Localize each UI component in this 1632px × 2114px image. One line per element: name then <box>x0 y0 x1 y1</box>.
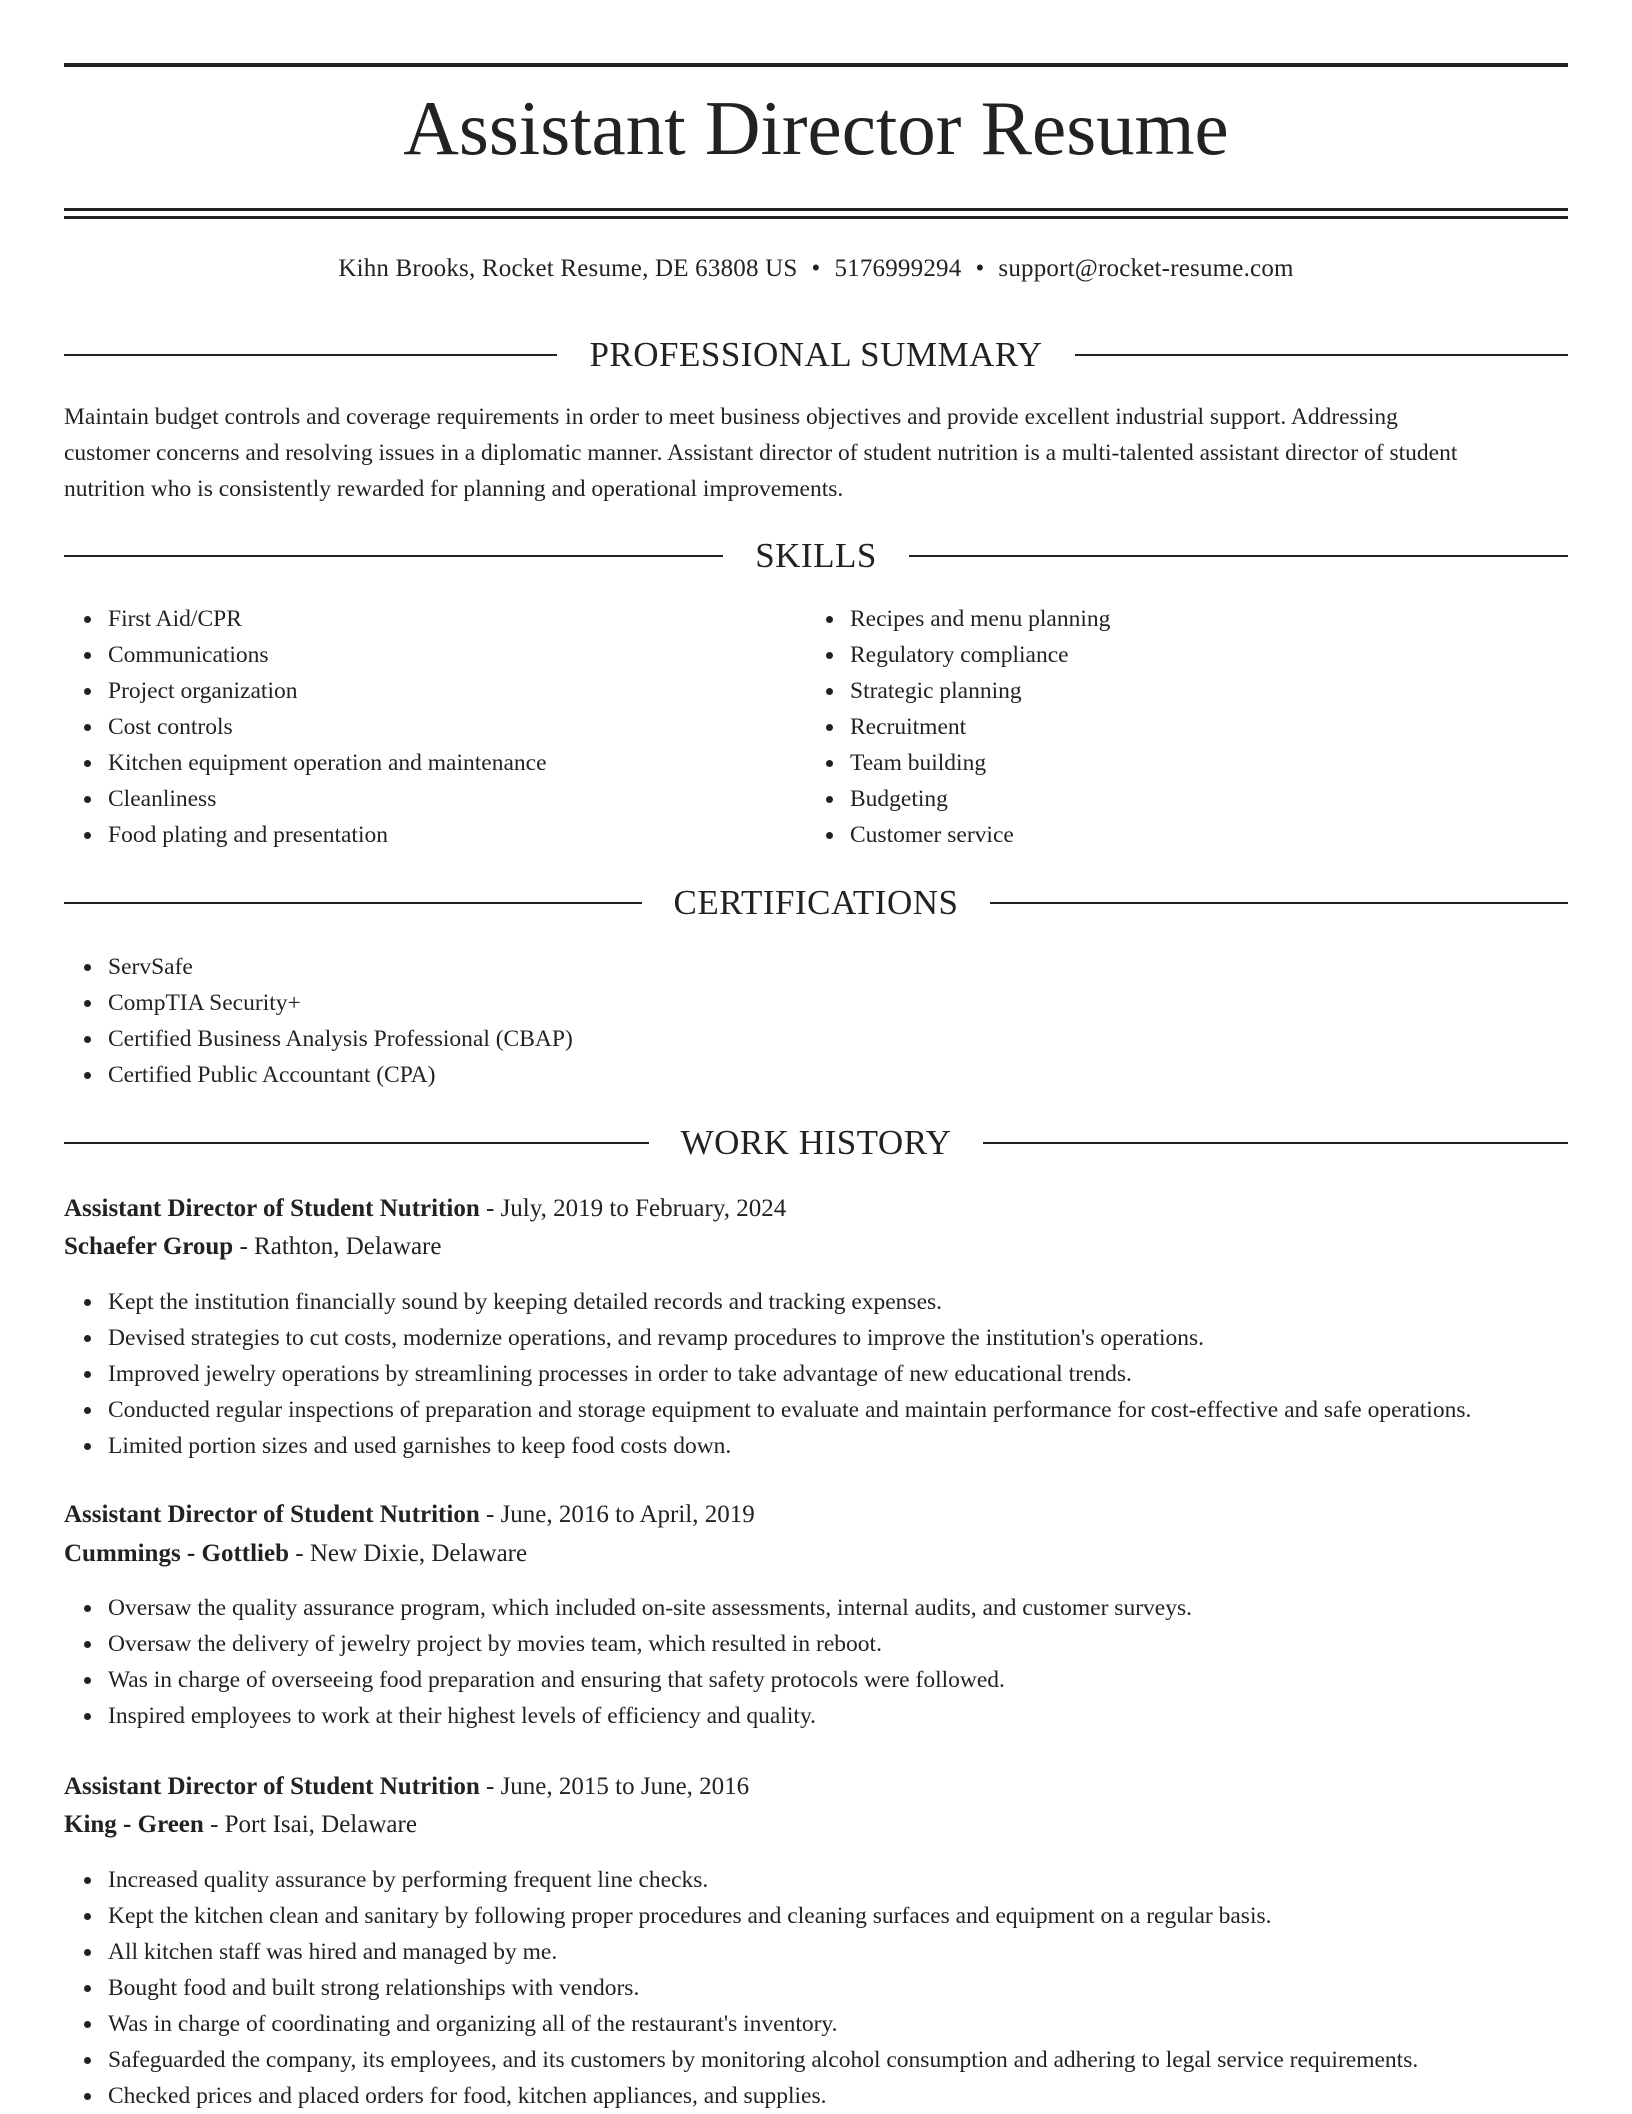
certification-item: CompTIA Security+ <box>108 985 573 1021</box>
job-company: Schaefer Group <box>64 1233 234 1260</box>
certification-item: Certified Public Accountant (CPA) <box>108 1057 573 1093</box>
job-bullet: Kept the institution financially sound by keeping detailed records and tracking expenses. <box>108 1284 1471 1320</box>
job-location: - Rathton, Delaware <box>233 1233 442 1260</box>
job-dates: - June, 2015 to June, 2016 <box>479 1773 750 1800</box>
job-company: King - Green <box>64 1811 204 1838</box>
contact-phone: 5176999294 <box>834 255 962 282</box>
summary-heading-label: PROFESSIONAL SUMMARY <box>589 335 1043 374</box>
job-title: Assistant Director of Student Nutrition <box>64 1501 480 1528</box>
skill-item: Customer service <box>850 817 1110 853</box>
job-bullet: Checked prices and placed orders for food, kitchen appliances, and supplies. <box>108 2078 1418 2114</box>
job-location: - New Dixie, Delaware <box>289 1540 528 1567</box>
contact-line <box>0 255 1632 283</box>
skill-item: Cost controls <box>108 709 547 745</box>
contact-separator: • <box>811 255 821 282</box>
skill-item: Project organization <box>108 673 547 709</box>
job-bullet: All kitchen staff was hired and managed by me. <box>108 1934 1418 1970</box>
job-bullet: Kept the kitchen clean and sanitary by following proper procedures and cleaning surfaces and equipment on a regular basis. <box>108 1898 1418 1934</box>
job-bullet: Conducted regular inspections of preparation and storage equipment to evaluate and maintain performance for cost-effective and safe operations. <box>108 1392 1471 1428</box>
work-heading <box>64 1123 1568 1163</box>
skills-heading-label: SKILLS <box>755 536 877 575</box>
contact-address: Kihn Brooks, Rocket Resume, DE 63808 US <box>338 255 798 282</box>
certification-item: Certified Business Analysis Professional (CBAP) <box>108 1021 573 1057</box>
skill-item: Recruitment <box>850 709 1110 745</box>
job-bullet: Safeguarded the company, its employees, and its customers by monitoring alcohol consumption and adhering to legal service requirements. <box>108 2042 1418 2078</box>
job-company: Cummings - Gottlieb <box>64 1540 289 1567</box>
job-location: - Port Isai, Delaware <box>203 1811 417 1838</box>
heading-rule <box>64 555 723 557</box>
certifications-heading-label: CERTIFICATIONS <box>673 883 959 922</box>
job-bullet: Increased quality assurance by performing frequent line checks. <box>108 1862 1418 1898</box>
resume-title: Assistant Director Resume <box>403 85 1229 171</box>
job-dates: - July, 2019 to February, 2024 <box>479 1195 787 1222</box>
job-company-line <box>64 1807 417 1843</box>
job-bullet: Devised strategies to cut costs, modernize operations, and revamp procedures to improve the institution's operations. <box>108 1320 1471 1356</box>
summary-line: Maintain budget controls and coverage requirements in order to meet business objectives and provide excellent industrial support. Addressing <box>64 404 1398 430</box>
job-title: Assistant Director of Student Nutrition <box>64 1773 480 1800</box>
job-bullets <box>64 1590 1192 1734</box>
skill-item: Recipes and menu planning <box>850 601 1110 637</box>
heading-rule <box>1075 354 1568 356</box>
contact-email[interactable]: support@rocket-resume.com <box>998 255 1294 282</box>
skills-heading <box>64 536 1568 576</box>
job-bullet: Was in charge of overseeing food preparation and ensuring that safety protocols were followed. <box>108 1662 1192 1698</box>
job-bullet: Inspired employees to work at their highest levels of efficiency and quality. <box>108 1698 1192 1734</box>
skill-item: First Aid/CPR <box>108 601 547 637</box>
heading-rule <box>983 1142 1568 1144</box>
job-bullet: Oversaw the delivery of jewelry project by movies team, which resulted in reboot. <box>108 1626 1192 1662</box>
job-bullet: Was in charge of coordinating and organizing all of the restaurant's inventory. <box>108 2006 1418 2042</box>
heading-rule <box>909 555 1568 557</box>
title-rule-lower <box>64 216 1568 219</box>
job-bullet: Oversaw the quality assurance program, which included on-site assessments, internal audits, and customer surveys. <box>108 1590 1192 1626</box>
skill-item: Kitchen equipment operation and maintenance <box>108 745 547 781</box>
certifications-heading <box>64 883 1568 923</box>
skill-item: Team building <box>850 745 1110 781</box>
job-title: Assistant Director of Student Nutrition <box>64 1195 480 1222</box>
job-bullets <box>64 1862 1418 2114</box>
skill-item: Communications <box>108 637 547 673</box>
heading-rule <box>64 902 642 904</box>
contact-separator: • <box>975 255 985 282</box>
summary-text <box>64 399 1568 507</box>
work-heading-label: WORK HISTORY <box>680 1123 952 1162</box>
title-rule-upper <box>64 208 1568 211</box>
certification-item: ServSafe <box>108 949 573 985</box>
certifications-list <box>64 949 573 1093</box>
skill-item: Cleanliness <box>108 781 547 817</box>
summary-line: nutrition who is consistently rewarded for planning and operational improvements. <box>64 476 844 502</box>
summary-line: customer concerns and resolving issues in a diplomatic manner. Assistant director of student nutrition is a multi-talented assistant director of student <box>64 440 1458 466</box>
skill-item: Regulatory compliance <box>850 637 1110 673</box>
job-bullet: Limited portion sizes and used garnishes to keep food costs down. <box>108 1428 1471 1464</box>
job-company-line <box>64 1536 527 1572</box>
skill-item: Budgeting <box>850 781 1110 817</box>
job-title-line <box>64 1191 786 1227</box>
top-rule <box>64 63 1568 67</box>
summary-heading <box>64 335 1568 375</box>
skill-item: Food plating and presentation <box>108 817 547 853</box>
job-dates: - June, 2016 to April, 2019 <box>479 1501 755 1528</box>
skill-item: Strategic planning <box>850 673 1110 709</box>
job-company-line <box>64 1229 441 1265</box>
skills-list-left <box>64 601 547 853</box>
heading-rule <box>64 354 557 356</box>
job-bullets <box>64 1284 1471 1464</box>
heading-rule <box>990 902 1568 904</box>
skills-list-right <box>806 601 1110 853</box>
job-bullet: Improved jewelry operations by streamlining processes in order to take advantage of new educational trends. <box>108 1356 1471 1392</box>
job-title-line <box>64 1497 755 1533</box>
job-title-line <box>64 1769 749 1805</box>
heading-rule <box>64 1142 649 1144</box>
job-bullet: Bought food and built strong relationships with vendors. <box>108 1970 1418 2006</box>
